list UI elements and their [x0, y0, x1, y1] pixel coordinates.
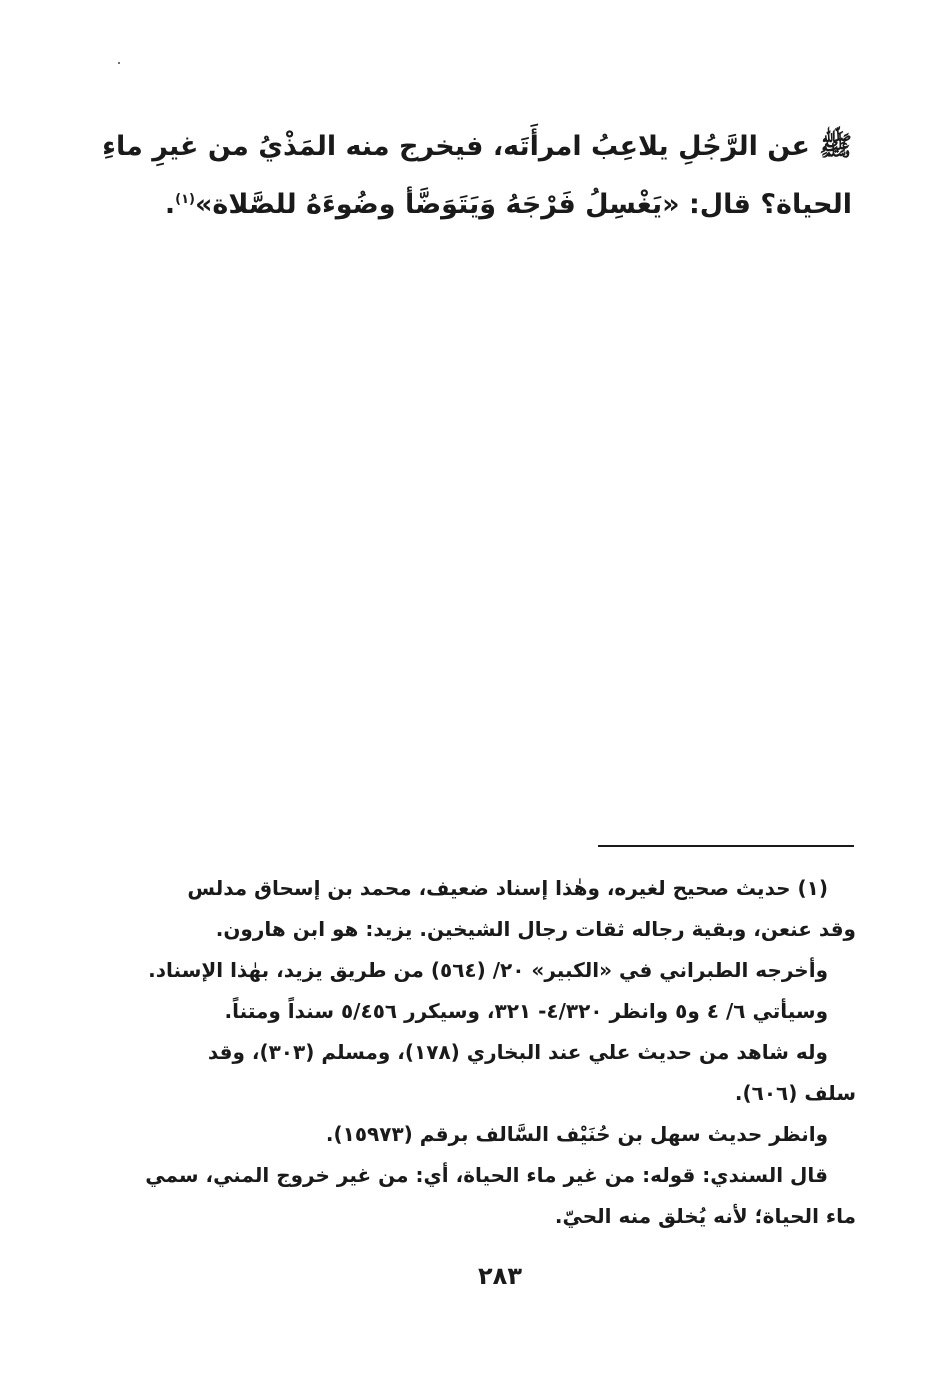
footnote-line: وله شاهد من حديث علي عند البخاري (١٧٨)، ومسلم (٣٠٣)، وقد — [207, 1040, 828, 1064]
footnote-line: ماء الحياة؛ لأنه يُخلق منه الحيّ. — [554, 1204, 856, 1228]
footnote-line: وقد عنعن، وبقية رجاله ثقات رجال الشيخين. يزيد: هو ابن هارون. — [215, 917, 856, 941]
hadith-line-2-end: . — [164, 189, 176, 220]
footnote-line: قال السندي: قوله: من غير ماء الحياة، أي: من غير خروج المني، سمي — [145, 1163, 828, 1187]
footnote-line: وأخرجه الطبراني في «الكبير» ٢٠/ (٥٦٤) من طريق يزيد، بهٰذا الإسناد. — [148, 958, 828, 982]
footnote-paragraph-3 — [140, 991, 856, 1032]
footnote-line: سلف (٦٠٦). — [734, 1081, 856, 1105]
footnote-reference[interactable]: (١) — [175, 192, 195, 207]
footnote-line: وانظر حديث سهل بن حُنَيْف السَّالف برقم (١٥٩٧٣). — [325, 1122, 828, 1146]
page-number: ٢٨٣ — [478, 1262, 522, 1290]
footnote-line: (١) حديث صحيح لغيره، وهٰذا إسناد ضعيف، محمد بن إسحاق مدلس — [187, 876, 828, 900]
footnote-separator — [598, 845, 854, 847]
footnote-paragraph-4 — [140, 1032, 856, 1114]
footnote-paragraph-1 — [140, 868, 856, 950]
footnote-paragraph-5 — [140, 1114, 856, 1155]
footnote-line: وسيأتي ٦/ ٤ و٥ وانظر ٤/٣٢٠- ٣٢١، وسيكرر ٥/٤٥٦ سنداً ومتناً. — [224, 999, 828, 1023]
hadith-line-2 — [140, 176, 852, 234]
footnote-paragraph-2 — [140, 950, 856, 991]
hadith-text — [102, 118, 852, 234]
hadith-line-1: ﷺ عن الرَّجُلِ يلاعِبُ امرأَتَه، فيخرج منه المَذْيُ من غيرِ ماءِ — [102, 131, 852, 162]
ink-speck — [118, 62, 120, 64]
footnotes — [140, 868, 856, 1237]
footnote-paragraph-6 — [140, 1155, 856, 1237]
hadith-line-2-text: الحياة؟ قال: «يَغْسِلُ فَرْجَهُ وَيَتَوَضَّأ وضُوءَهُ للصَّلاة» — [194, 189, 852, 220]
